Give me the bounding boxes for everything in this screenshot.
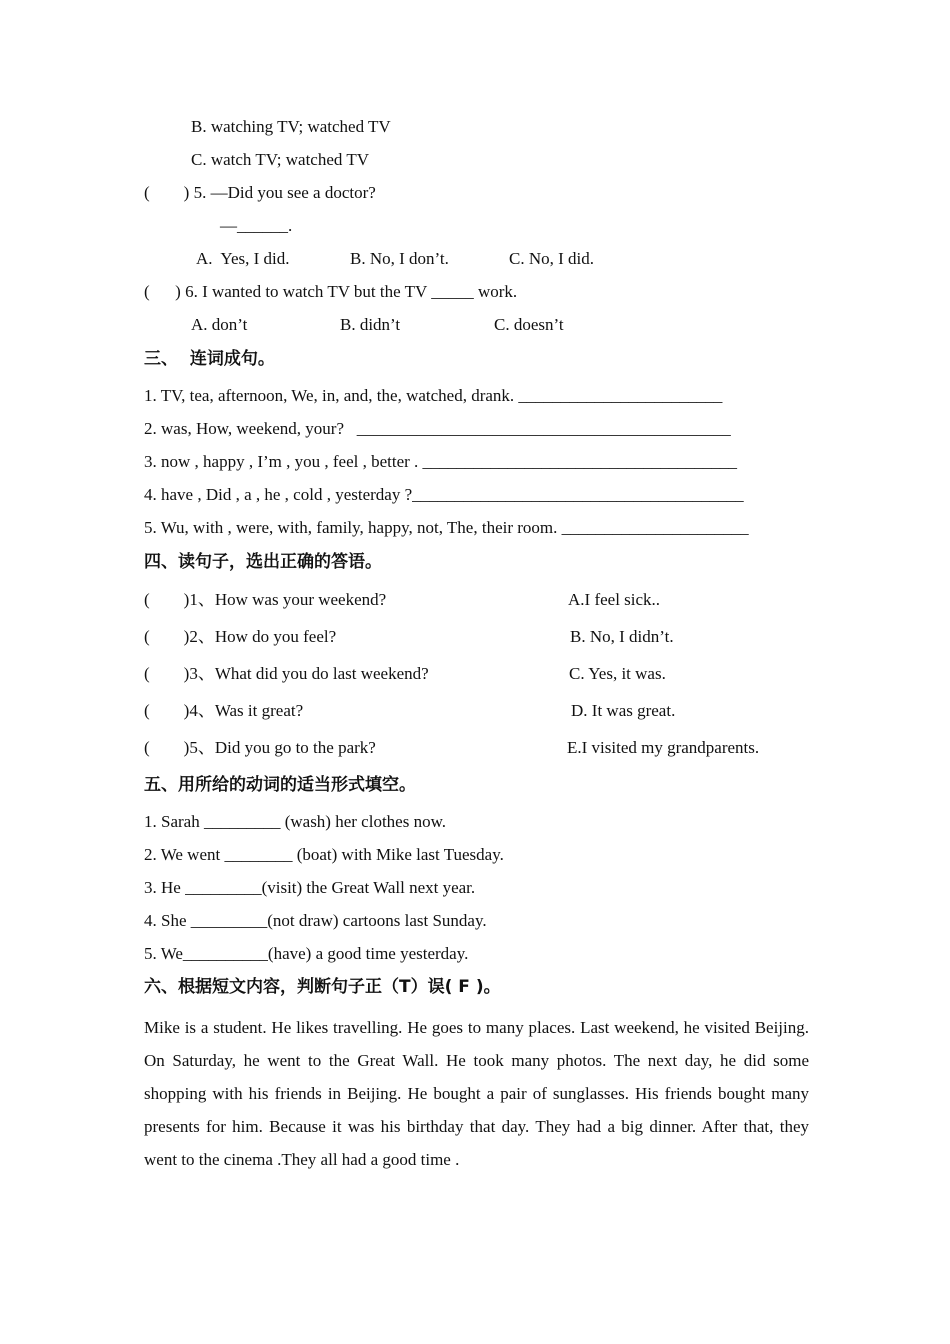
section3-item: 1. TV, tea, afternoon, We, in, and, the, watched, drank. ________________________ xyxy=(144,386,723,405)
section4-question: ( )1、How was your weekend? xyxy=(144,590,387,609)
section4-question: ( )4、Was it great? xyxy=(144,701,304,720)
section4-answer: B. No, I didn’t. xyxy=(570,627,674,646)
section4-answer: D. It was great. xyxy=(571,701,676,720)
q4-option-b: B. watching TV; watched TV xyxy=(191,117,391,136)
section3-item: 5. Wu, with , were, with, family, happy, not, The, their room. ______________________ xyxy=(144,518,749,537)
section4-question: ( )2、How do you feel? xyxy=(144,627,337,646)
section4-answer: C. Yes, it was. xyxy=(569,664,666,683)
section3-item: 4. have , Did , a , he , cold , yesterday ?_______________________________________ xyxy=(144,485,744,504)
section4-question: ( )3、What did you do last weekend? xyxy=(144,664,429,683)
section5-item: 3. He _________(visit) the Great Wall next year. xyxy=(144,878,476,897)
section3-item: 3. now , happy , I’m , you , feel , better . _____________________________________ xyxy=(144,452,738,471)
section4-title: 四、读句子，选出正确的答语。 xyxy=(144,552,382,572)
section4-question: ( )5、Did you go to the park? xyxy=(144,738,376,757)
q5-option-c: C. No, I did. xyxy=(509,249,594,268)
q5-stem: ( ) 5. —Did you see a doctor? xyxy=(144,183,376,202)
reading-passage: Mike is a student. He likes travelling. He goes to many places. Last weekend, he visited Beijing. On Saturday, he went to the Great Wall. He took many photos. The next day, he did some shopping with his friends in Beijing. He bought a pair of sunglasses. His friends bought many presents for him. Because it was his birthday that day. They had a big dinner. After that, they went to the cinema .They all had a good time . xyxy=(144,1018,809,1169)
section5-title: 五、用所给的动词的适当形式填空。 xyxy=(144,775,416,795)
section4-answer: E.I visited my grandparents. xyxy=(567,738,760,757)
section5-item: 2. We went ________ (boat) with Mike last Tuesday. xyxy=(144,845,504,864)
q5-option-a: A. Yes, I did. xyxy=(196,249,290,268)
q5-answer-blank: —______. xyxy=(220,216,293,235)
section3-item: 2. was, How, weekend, your? ____________________________________________ xyxy=(144,419,731,438)
q6-option-b: B. didn’t xyxy=(340,315,401,334)
q4-option-c: C. watch TV; watched TV xyxy=(191,150,369,169)
section5-item: 5. We__________(have) a good time yesterday. xyxy=(144,944,469,963)
section5-item: 1. Sarah _________ (wash) her clothes now. xyxy=(144,812,446,831)
q6-option-a: A. don’t xyxy=(191,315,248,334)
section6-title: 六、根据短文内容，判断句子正（T）误( F )。 xyxy=(144,977,501,997)
section5-item: 4. She _________(not draw) cartoons last Sunday. xyxy=(144,911,487,930)
q5-option-b: B. No, I don’t. xyxy=(350,249,449,268)
section4-answer: A.I feel sick.. xyxy=(568,590,661,609)
q6-stem: ( ) 6. I wanted to watch TV but the TV _____ work. xyxy=(144,282,518,301)
q6-option-c: C. doesn’t xyxy=(494,315,564,334)
section3-title: 三、 连词成句。 xyxy=(144,349,275,369)
